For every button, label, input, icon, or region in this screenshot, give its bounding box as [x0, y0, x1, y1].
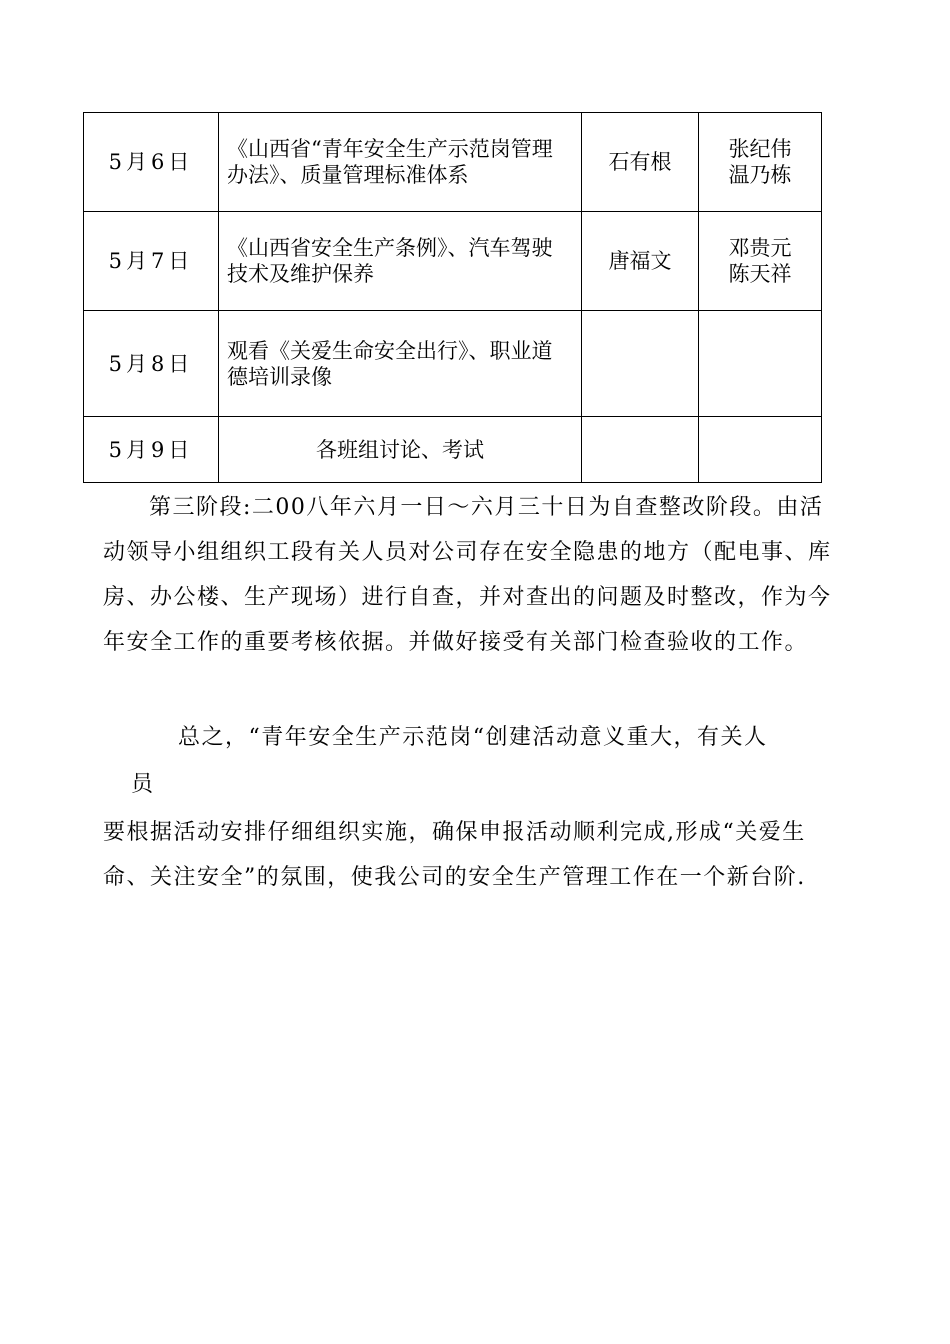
stage3-paragraph: 第三阶段:二00八年六月一日～六月三十日为自查整改阶段。由活动领导小组组织工段有关人员对公司存在安全隐患的地方（配电事、库房、办公楼、生产现场）进行自查，并对查出的问题及时整改，作为今年安全工作的重要考核依据。并做好接受有关部门检查验收的工作。 — [103, 495, 832, 655]
helpers-cell — [699, 311, 822, 417]
date-cell: 5月7日 — [84, 212, 219, 311]
content-cell: 《山西省“青年安全生产示范岗管理办法》、质量管理标准体系 — [219, 113, 582, 212]
helper-name: 温乃栋 — [728, 163, 792, 187]
table-row — [84, 311, 822, 417]
date-cell: 5月6日 — [84, 113, 219, 212]
content-cell: 《山西省安全生产条例》、汽车驾驶技术及维护保养 — [219, 212, 582, 311]
content-cell: 各班组讨论、考试 — [219, 417, 582, 483]
helper-name: 陈天祥 — [728, 262, 792, 286]
date-cell: 5月8日 — [84, 311, 219, 417]
helpers-cell — [699, 113, 822, 212]
helpers-cell — [699, 417, 822, 483]
table-row — [84, 212, 822, 311]
summary-line-2: 员 — [131, 772, 155, 797]
table-row — [84, 417, 822, 483]
speaker-cell: 石有根 — [582, 113, 699, 212]
schedule-table — [83, 112, 822, 483]
date-cell: 5月9日 — [84, 417, 219, 483]
helper-name: 邓贵元 — [728, 236, 792, 260]
content-cell: 观看《关爱生命安全出行》、职业道德培训录像 — [219, 311, 582, 417]
speaker-cell — [582, 311, 699, 417]
speaker-cell — [582, 417, 699, 483]
table-row — [84, 113, 822, 212]
summary-line-1: 总之，“青年安全生产示范岗“创建活动意义重大，有关人 — [178, 725, 768, 750]
helpers-cell — [699, 212, 822, 311]
summary-paragraph: 要根据活动安排仔细组织实施，确保申报活动顺利完成,形成“关爱生命、关注安全”的氛围，使我公司的安全生产管理工作在一个新台阶. — [103, 820, 806, 890]
helper-name: 张纪伟 — [728, 137, 792, 161]
speaker-cell: 唐福文 — [582, 212, 699, 311]
